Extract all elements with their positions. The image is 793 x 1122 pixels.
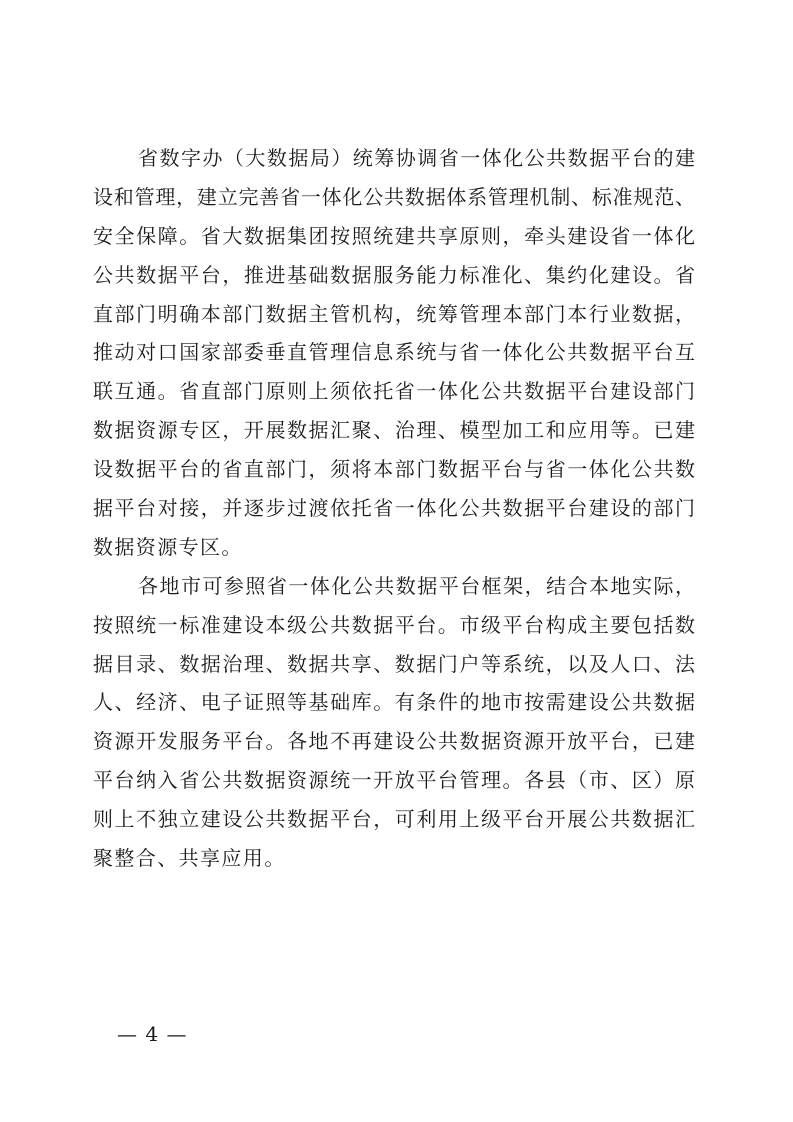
text-line: 安全保障。省大数据集团按照统建共享原则，牵头建设省一体化: [93, 223, 695, 248]
text-line: 省数字办（大数据局）统筹协调省一体化公共数据平台的建: [138, 146, 695, 170]
text-line: 平台纳入省公共数据资源统一开放平台管理。各县（市、区）原: [93, 768, 695, 793]
text-line: 直部门明确本部门数据主管机构，统筹管理本部门本行业数据，: [93, 301, 695, 326]
text-line: 聚整合、共享应用。: [93, 846, 286, 871]
text-line: 据平台对接，并逐步过渡依托省一体化公共数据平台建设的部门: [93, 496, 695, 521]
body-text: [93, 139, 695, 878]
text-line: 据目录、数据治理、数据共享、数据门户等系统，以及人口、法: [93, 651, 695, 676]
text-line: 人、经济、电子证照等基础库。有条件的地市按需建设公共数据: [93, 690, 695, 715]
paragraph-2: [93, 567, 695, 878]
text-line: 推动对口国家部委垂直管理信息系统与省一体化公共数据平台互: [93, 340, 695, 365]
text-line: 数据资源专区，开展数据汇聚、治理、模型加工和应用等。已建: [93, 418, 695, 443]
text-line: 按照统一标准建设本级公共数据平台。市级平台构成主要包括数: [93, 612, 695, 637]
text-line: 各地市可参照省一体化公共数据平台框架，结合本地实际，: [138, 573, 695, 598]
text-line: 资源开发服务平台。各地不再建设公共数据资源开放平台，已建: [93, 729, 695, 754]
paragraph-1: [93, 139, 695, 567]
text-line: 公共数据平台，推进基础数据服务能力标准化、集约化建设。省: [93, 262, 695, 287]
page-number: — 4 —: [117, 1022, 188, 1046]
text-line: 则上不独立建设公共数据平台，可利用上级平台开展公共数据汇: [93, 807, 695, 832]
text-line: 数据资源专区。: [93, 534, 243, 559]
text-line: 联互通。省直部门原则上须依托省一体化公共数据平台建设部门: [93, 379, 695, 404]
text-line: 设和管理，建立完善省一体化公共数据体系管理机制、标准规范、: [93, 184, 695, 209]
text-line: 设数据平台的省直部门，须将本部门数据平台与省一体化公共数: [93, 457, 695, 482]
